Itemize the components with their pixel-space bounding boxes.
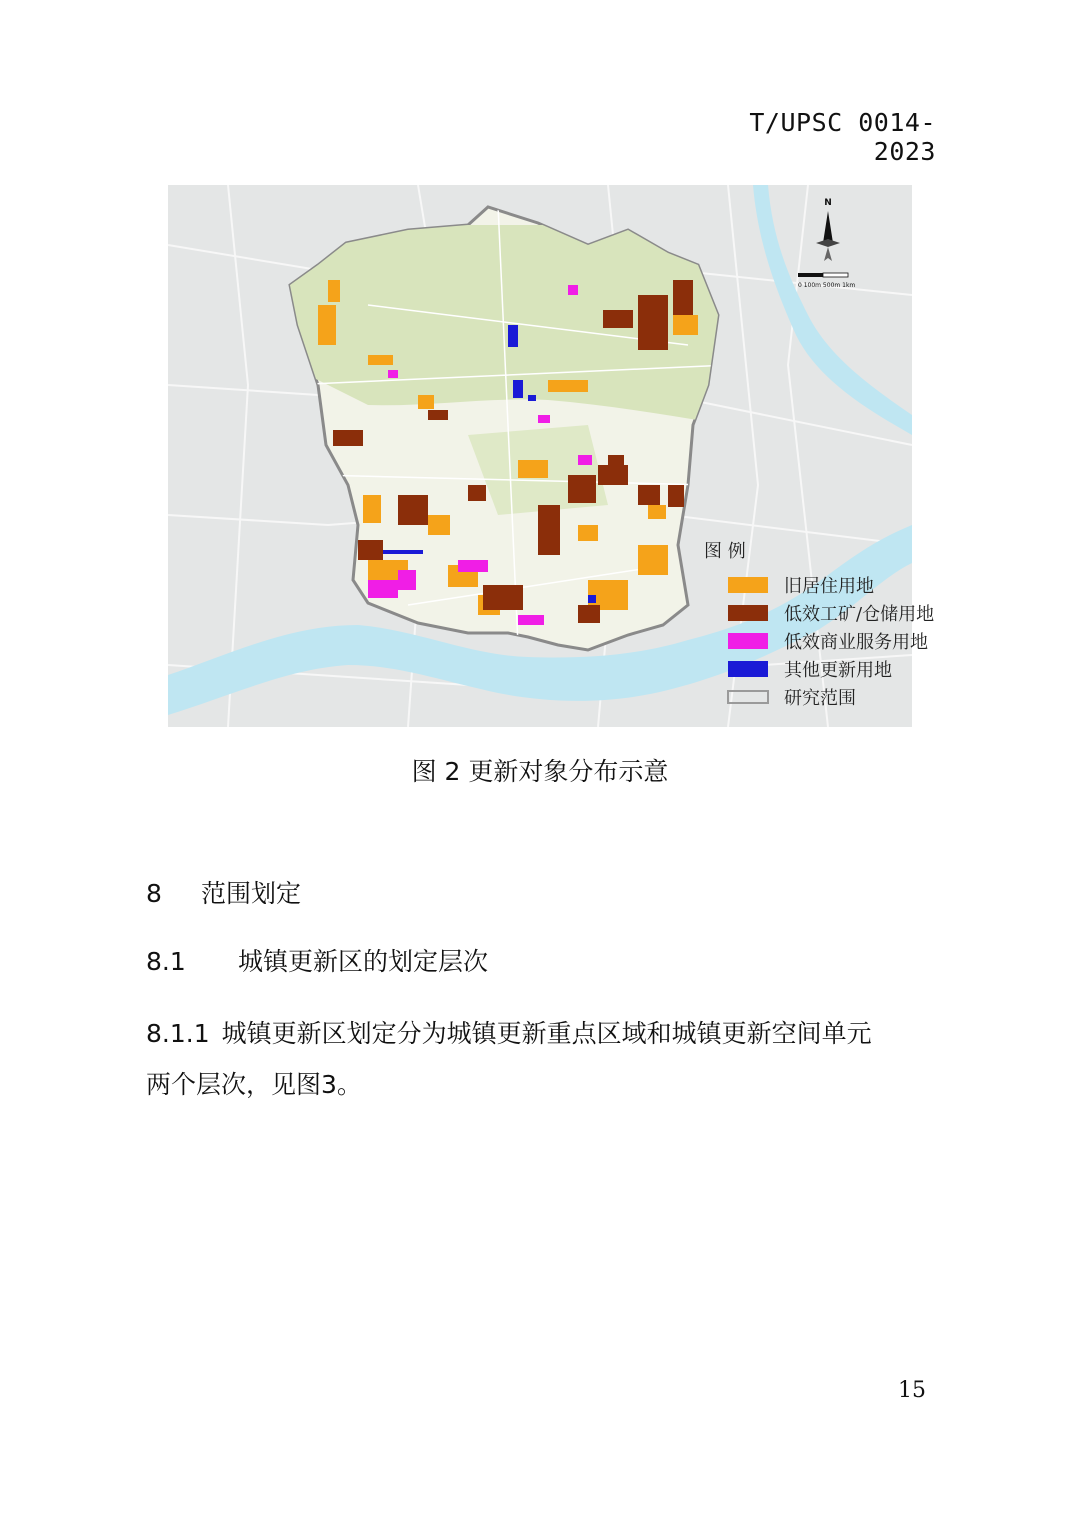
clause-text-line2: 两个层次，见图3。	[146, 1070, 362, 1099]
legend-swatch-commercial	[728, 633, 768, 649]
legend-swatch-other	[728, 661, 768, 677]
svg-text:低效商业服务用地: 低效商业服务用地	[784, 632, 928, 653]
svg-text:旧居住用地: 旧居住用地	[784, 576, 874, 597]
subsection-number: 8.1	[146, 947, 186, 976]
subsection-title: 城镇更新区的划定层次	[238, 947, 489, 976]
figure-caption: 图 2 更新对象分布示意	[411, 757, 669, 786]
legend-swatch-old-residential	[728, 577, 768, 593]
legend-swatch-industrial	[728, 605, 768, 621]
section-heading	[146, 874, 301, 910]
map-canvas	[168, 185, 935, 727]
svg-text:N: N	[824, 198, 832, 208]
svg-text:研究范围: 研究范围	[784, 688, 856, 709]
section-title: 范围划定	[201, 879, 302, 908]
section-number: 8	[146, 879, 162, 908]
svg-text:其他更新用地: 其他更新用地	[784, 660, 892, 681]
update-objects-map	[168, 185, 935, 727]
svg-text:0 100m 500m 1km: 0 100m 500m 1km	[798, 282, 856, 289]
svg-text:低效工矿/仓储用地: 低效工矿/仓储用地	[784, 604, 935, 625]
standard-code: T/UPSC 0014-2023	[749, 108, 936, 166]
legend-title: 图 例	[704, 541, 746, 562]
clause-text-line1: 城镇更新区划定分为城镇更新重点区域和城镇更新空间单元	[221, 1019, 872, 1048]
clause-paragraph	[146, 1008, 946, 1110]
subsection-heading	[146, 942, 488, 978]
page-number: 15	[898, 1378, 926, 1403]
clause-number: 8.1.1	[146, 1019, 210, 1048]
